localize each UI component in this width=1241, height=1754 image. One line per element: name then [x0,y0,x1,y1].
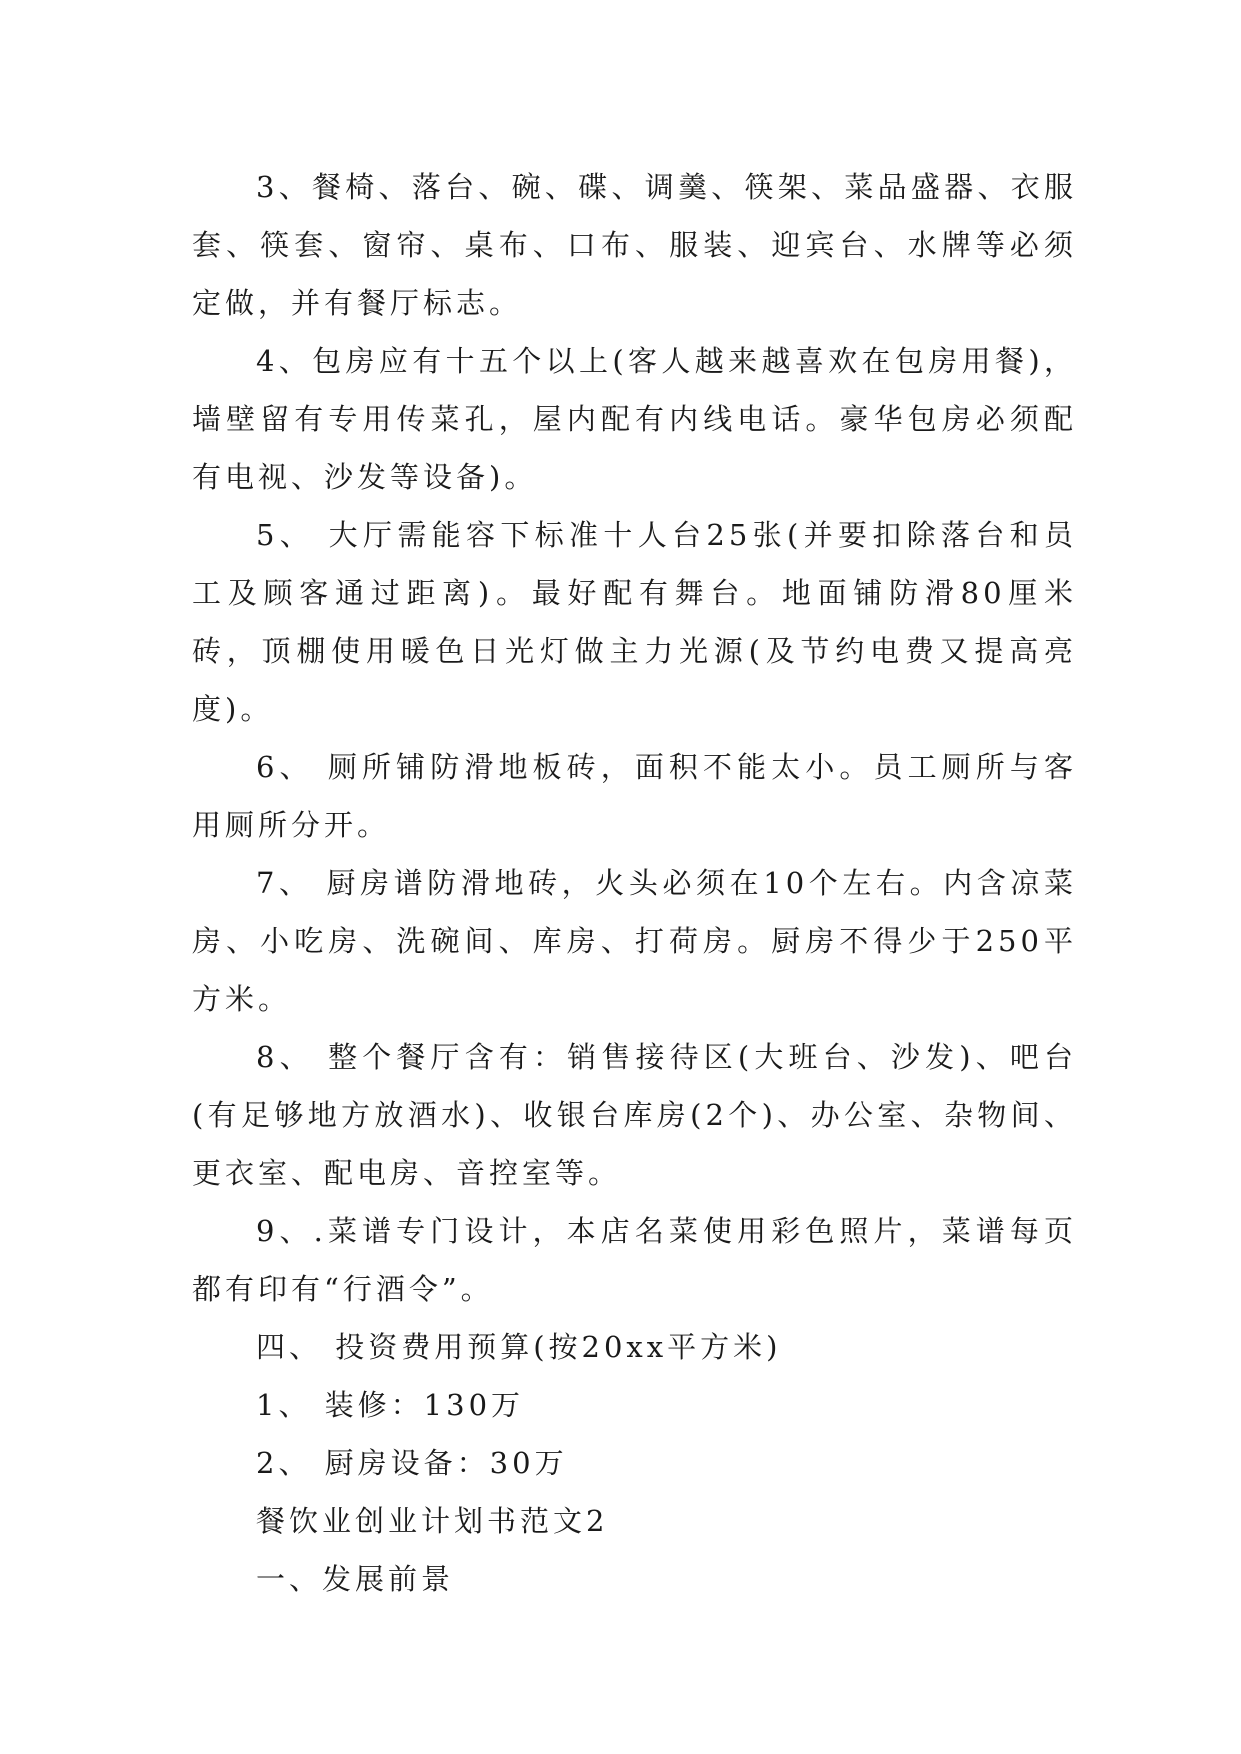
paragraph-item-7-kitchen: 7、 厨房谱防滑地砖，火头必须在10个左右。内含凉菜房、小吃房、洗碗间、库房、打荷房。厨房不得少于250平方米。 [192,866,1077,1016]
section-heading-budget: 四、 投资费用预算(按20xx平方米) [256,1330,782,1364]
paragraph-item-8-layout: 8、 整个餐厅含有：销售接待区(大班台、沙发)、吧台(有足够地方放酒水)、收银台库房(2个)、办公室、杂物间、更衣室、配电房、音控室等。 [192,1040,1077,1190]
paragraph-item-9-menu: 9、.菜谱专门设计，本店名菜使用彩色照片，菜谱每页都有印有“行酒令”。 [192,1214,1077,1306]
paragraph-item-5-hall: 5、 大厅需能容下标准十人台25张(并要扣除落台和员工及顾客通过距离)。最好配有舞台。地面铺防滑80厘米砖，顶棚使用暖色日光灯做主力光源(及节约电费又提高亮度)。 [192,518,1077,726]
paragraph-item-3-tableware: 3、餐椅、落台、碗、碟、调羹、筷架、菜品盛器、衣服套、筷套、窗帘、桌布、口布、服装、迎宾台、水牌等必须定做，并有餐厅标志。 [192,170,1077,320]
budget-item-renovation: 1、 装修：130万 [256,1388,525,1422]
section-heading-prospects: 一、发展前景 [256,1562,455,1596]
paragraph-item-4-private-rooms: 4、包房应有十五个以上(客人越来越喜欢在包房用餐)，墙壁留有专用传菜孔，屋内配有内线电话。豪华包房必须配有电视、沙发等设备)。 [192,344,1077,494]
document-body [192,158,1077,1608]
paragraph-item-6-restroom: 6、 厕所铺防滑地板砖，面积不能太小。员工厕所与客用厕所分开。 [192,750,1077,842]
budget-item-kitchen-equipment: 2、 厨房设备：30万 [256,1446,568,1480]
document-title-sample-2: 餐饮业创业计划书范文2 [256,1504,609,1538]
